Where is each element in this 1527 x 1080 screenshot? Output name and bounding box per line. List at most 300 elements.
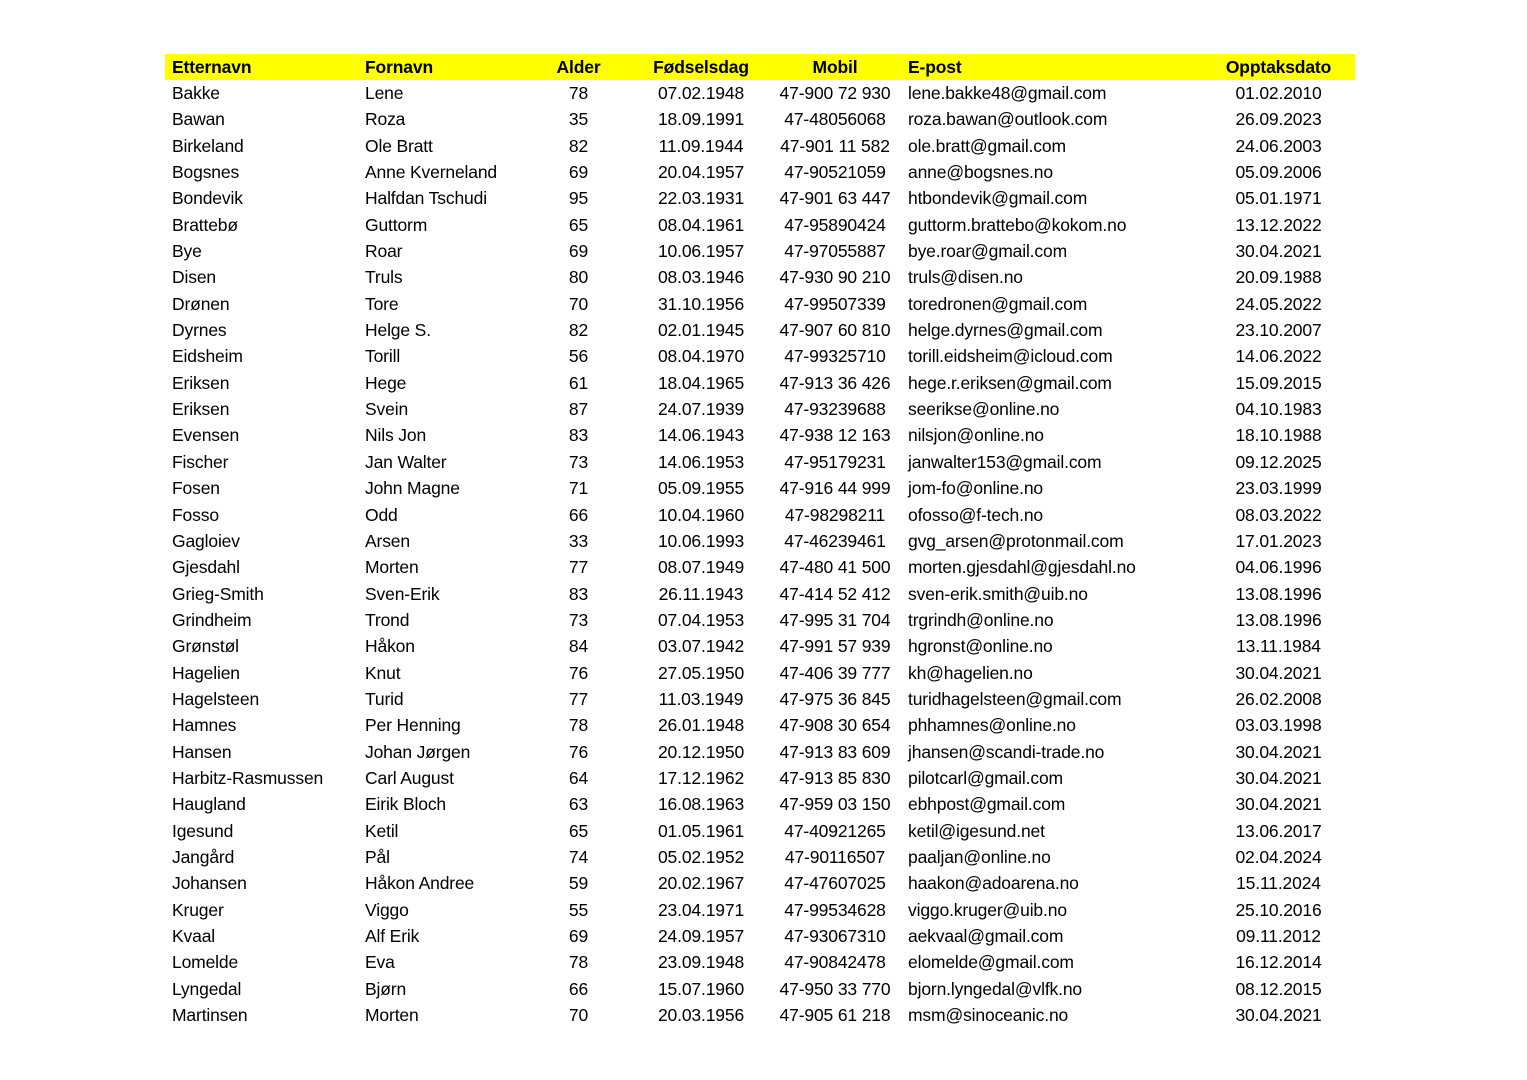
table-row — [165, 581, 1355, 607]
cell-alder: 77 — [568, 688, 589, 709]
cell-opptaksdato: 30.04.2021 — [1235, 741, 1322, 762]
cell-opptaksdato: 20.09.1988 — [1235, 267, 1322, 288]
cell-fodselsdag: 24.09.1957 — [657, 926, 745, 946]
cell-fornavn: Håkon — [365, 636, 415, 657]
cell-fornavn: Morten — [365, 557, 419, 578]
cell-mobil: 47-975 36 845 — [779, 688, 891, 709]
cell-mobil: 47-98298211 — [784, 504, 886, 525]
table-row — [165, 291, 1355, 317]
cell-epost: ole.bratt@gmail.com — [908, 135, 1066, 156]
cell-fornavn: Per Henning — [365, 715, 461, 736]
cell-alder: 84 — [568, 636, 589, 657]
cell-etternavn: Gagloiev — [172, 530, 240, 551]
cell-fornavn: Knut — [365, 662, 401, 683]
cell-fornavn: Hege — [365, 372, 407, 393]
cell-alder: 76 — [568, 741, 589, 762]
cell-epost: helge.dyrnes@gmail.com — [908, 320, 1103, 341]
table-row — [165, 449, 1355, 475]
cell-epost: anne@bogsnes.no — [908, 162, 1053, 183]
table-row — [165, 686, 1355, 712]
cell-opptaksdato: 08.03.2022 — [1235, 504, 1322, 525]
cell-opptaksdato: 08.12.2015 — [1235, 978, 1322, 999]
cell-fodselsdag: 27.05.1950 — [657, 662, 745, 683]
table-row — [165, 660, 1355, 686]
cell-mobil: 47-90521059 — [784, 162, 886, 183]
cell-etternavn: Eidsheim — [172, 346, 243, 367]
cell-opptaksdato: 04.06.1996 — [1235, 557, 1322, 578]
cell-fodselsdag: 08.04.1970 — [657, 346, 745, 367]
cell-fornavn: Trond — [365, 609, 410, 630]
cell-fornavn: Johan Jørgen — [365, 741, 471, 762]
cell-mobil: 47-907 60 810 — [779, 320, 891, 341]
cell-mobil: 47-913 85 830 — [779, 767, 891, 788]
cell-fornavn: Nils Jon — [365, 425, 427, 446]
table-row — [165, 844, 1355, 870]
table-row — [165, 923, 1355, 949]
cell-fodselsdag: 22.03.1931 — [657, 188, 745, 209]
cell-fodselsdag: 05.09.1955 — [657, 478, 745, 499]
cell-epost: nilsjon@online.no — [908, 425, 1044, 446]
cell-alder: 95 — [568, 188, 589, 209]
cell-epost: lene.bakke48@gmail.com — [908, 83, 1107, 103]
cell-fornavn: Anne Kverneland — [365, 162, 498, 183]
cell-opptaksdato: 01.02.2010 — [1235, 83, 1322, 103]
column-header-alder: Alder — [520, 54, 637, 80]
cell-epost: msm@sinoceanic.no — [908, 1005, 1069, 1026]
cell-mobil: 47-480 41 500 — [779, 557, 891, 578]
table-row — [165, 106, 1355, 132]
cell-etternavn: Fosso — [172, 504, 219, 525]
table-row — [165, 633, 1355, 659]
cell-alder: 69 — [568, 926, 589, 946]
cell-epost: hege.r.eriksen@gmail.com — [908, 372, 1112, 393]
cell-etternavn: Kruger — [172, 899, 224, 920]
cell-epost: truls@disen.no — [908, 267, 1023, 288]
cell-fornavn: Roza — [365, 109, 406, 130]
table-row — [165, 264, 1355, 290]
cell-fornavn: Jan Walter — [365, 451, 447, 472]
cell-epost: kh@hagelien.no — [908, 662, 1033, 683]
cell-epost: ketil@igesund.net — [908, 820, 1045, 841]
column-header-etternavn: Etternavn — [165, 54, 358, 80]
cell-opptaksdato: 15.09.2015 — [1235, 372, 1322, 393]
cell-opptaksdato: 17.01.2023 — [1235, 530, 1322, 551]
cell-epost: bjorn.lyngedal@vlfk.no — [908, 978, 1083, 999]
cell-mobil: 47-938 12 163 — [779, 425, 891, 446]
cell-epost: torill.eidsheim@icloud.com — [908, 346, 1113, 367]
cell-etternavn: Lyngedal — [172, 978, 242, 999]
table-row — [165, 870, 1355, 896]
table-row — [165, 475, 1355, 501]
cell-fodselsdag: 31.10.1956 — [657, 293, 745, 314]
cell-alder: 69 — [568, 241, 589, 262]
cell-mobil: 47-901 63 447 — [779, 188, 891, 209]
table-row — [165, 185, 1355, 211]
cell-etternavn: Grindheim — [172, 609, 252, 630]
cell-fornavn: Guttorm — [365, 214, 428, 235]
cell-mobil: 47-46239461 — [784, 530, 886, 551]
member-table — [165, 54, 1355, 1028]
table-row — [165, 607, 1355, 633]
cell-mobil: 47-95890424 — [784, 214, 886, 235]
cell-epost: turidhagelsteen@gmail.com — [908, 688, 1122, 709]
cell-fodselsdag: 17.12.1962 — [657, 767, 745, 788]
table-row — [165, 133, 1355, 159]
cell-fornavn: Morten — [365, 1005, 419, 1026]
cell-opptaksdato: 30.04.2021 — [1235, 767, 1322, 788]
cell-etternavn: Jangård — [172, 846, 235, 867]
cell-etternavn: Evensen — [172, 425, 240, 446]
cell-fodselsdag: 20.02.1967 — [657, 873, 745, 894]
cell-fornavn: Roar — [365, 241, 403, 262]
cell-alder: 69 — [568, 162, 589, 183]
cell-etternavn: Igesund — [172, 820, 234, 841]
cell-etternavn: Martinsen — [172, 1005, 248, 1026]
cell-alder: 78 — [568, 715, 589, 736]
cell-fodselsdag: 18.04.1965 — [657, 372, 745, 393]
cell-fornavn: Lene — [365, 83, 404, 103]
cell-opptaksdato: 13.08.1996 — [1235, 583, 1322, 604]
cell-mobil: 47-406 39 777 — [779, 662, 891, 683]
cell-fodselsdag: 07.02.1948 — [657, 83, 745, 103]
cell-etternavn: Johansen — [172, 873, 247, 894]
cell-epost: viggo.kruger@uib.no — [908, 899, 1067, 920]
cell-fornavn: Torill — [365, 346, 401, 367]
cell-opptaksdato: 05.09.2006 — [1235, 162, 1322, 183]
table-row — [165, 528, 1355, 554]
cell-alder: 59 — [568, 873, 589, 894]
cell-etternavn: Haugland — [172, 794, 246, 815]
cell-fodselsdag: 02.01.1945 — [657, 320, 745, 341]
cell-alder: 87 — [568, 399, 589, 420]
cell-mobil: 47-40921265 — [784, 820, 886, 841]
cell-opptaksdato: 30.04.2021 — [1235, 662, 1322, 683]
cell-fodselsdag: 01.05.1961 — [657, 820, 745, 841]
cell-epost: haakon@adoarena.no — [908, 873, 1079, 894]
cell-fornavn: Tore — [365, 293, 399, 314]
cell-etternavn: Hagelien — [172, 662, 240, 683]
cell-fodselsdag: 08.04.1961 — [657, 214, 745, 235]
cell-fornavn: Carl August — [365, 767, 454, 788]
table-row — [165, 976, 1355, 1002]
cell-etternavn: Harbitz-Rasmussen — [172, 767, 324, 788]
cell-mobil: 47-99534628 — [784, 899, 886, 920]
cell-fornavn: Eva — [365, 952, 395, 973]
cell-epost: jhansen@scandi-trade.no — [908, 741, 1105, 762]
cell-etternavn: Bogsnes — [172, 162, 240, 183]
cell-opptaksdato: 09.12.2025 — [1235, 451, 1322, 472]
cell-alder: 70 — [568, 293, 589, 314]
cell-alder: 64 — [568, 767, 589, 788]
cell-mobil: 47-901 11 582 — [780, 135, 890, 156]
cell-fodselsdag: 14.06.1953 — [657, 451, 745, 472]
cell-fodselsdag: 10.04.1960 — [657, 504, 745, 525]
table-row — [165, 739, 1355, 765]
cell-mobil: 47-900 72 930 — [779, 83, 891, 103]
cell-fornavn: Viggo — [365, 899, 409, 920]
cell-alder: 55 — [568, 899, 589, 920]
cell-mobil: 47-913 36 426 — [779, 372, 891, 393]
cell-etternavn: Kvaal — [172, 926, 216, 946]
cell-fornavn: Eirik Bloch — [365, 794, 447, 815]
cell-etternavn: Hagelsteen — [172, 688, 260, 709]
cell-etternavn: Eriksen — [172, 399, 230, 420]
cell-etternavn: Grønstøl — [172, 636, 239, 657]
cell-fornavn: Helge S. — [365, 320, 431, 341]
cell-fodselsdag: 07.04.1953 — [657, 609, 745, 630]
cell-epost: hgronst@online.no — [908, 636, 1053, 657]
cell-alder: 80 — [568, 267, 589, 288]
cell-etternavn: Eriksen — [172, 372, 230, 393]
cell-epost: ebhpost@gmail.com — [908, 794, 1066, 815]
cell-fodselsdag: 08.07.1949 — [657, 557, 745, 578]
cell-fornavn: Halfdan Tschudi — [365, 188, 487, 209]
cell-mobil: 47-90116507 — [784, 846, 886, 867]
cell-mobil: 47-93239688 — [784, 399, 886, 420]
table-row — [165, 765, 1355, 791]
cell-opptaksdato: 24.05.2022 — [1235, 293, 1322, 314]
cell-opptaksdato: 23.10.2007 — [1235, 320, 1322, 341]
cell-alder: 71 — [568, 478, 589, 499]
cell-alder: 78 — [568, 83, 589, 103]
cell-fornavn: John Magne — [365, 478, 460, 499]
cell-alder: 83 — [568, 425, 589, 446]
cell-alder: 74 — [568, 846, 589, 867]
cell-epost: htbondevik@gmail.com — [908, 188, 1088, 209]
cell-opptaksdato: 16.12.2014 — [1235, 952, 1322, 973]
cell-opptaksdato: 30.04.2021 — [1235, 794, 1322, 815]
cell-opptaksdato: 13.12.2022 — [1235, 214, 1322, 235]
table-row — [165, 80, 1355, 106]
cell-etternavn: Lomelde — [172, 952, 239, 973]
cell-fodselsdag: 26.01.1948 — [657, 715, 745, 736]
cell-epost: gvg_arsen@protonmail.com — [908, 530, 1124, 551]
cell-fodselsdag: 23.09.1948 — [657, 952, 745, 973]
cell-etternavn: Disen — [172, 267, 216, 288]
cell-alder: 82 — [568, 135, 589, 156]
table-row — [165, 502, 1355, 528]
cell-fodselsdag: 15.07.1960 — [657, 978, 745, 999]
cell-epost: toredronen@gmail.com — [908, 293, 1088, 314]
cell-fodselsdag: 10.06.1993 — [657, 530, 745, 551]
cell-epost: pilotcarl@gmail.com — [908, 767, 1063, 788]
cell-alder: 63 — [568, 794, 589, 815]
cell-epost: sven-erik.smith@uib.no — [908, 583, 1088, 604]
cell-epost: guttorm.brattebo@kokom.no — [908, 214, 1127, 235]
cell-fornavn: Turid — [365, 688, 404, 709]
column-header-fornavn: Fornavn — [358, 54, 520, 80]
cell-mobil: 47-908 30 654 — [779, 715, 891, 736]
column-header-fodselsdag: Fødselsdag — [637, 54, 765, 80]
cell-fodselsdag: 11.03.1949 — [658, 688, 744, 709]
cell-opptaksdato: 25.10.2016 — [1235, 899, 1322, 920]
cell-mobil: 47-95179231 — [784, 451, 886, 472]
table-row — [165, 897, 1355, 923]
cell-opptaksdato: 13.08.1996 — [1235, 609, 1322, 630]
cell-mobil: 47-99325710 — [784, 346, 886, 367]
table-row — [165, 212, 1355, 238]
cell-fodselsdag: 05.02.1952 — [657, 846, 745, 867]
cell-etternavn: Fosen — [172, 478, 220, 499]
cell-fornavn: Truls — [365, 267, 403, 288]
cell-alder: 65 — [568, 214, 589, 235]
cell-mobil: 47-93067310 — [784, 926, 886, 946]
cell-opptaksdato: 13.06.2017 — [1235, 820, 1322, 841]
cell-opptaksdato: 15.11.2024 — [1236, 873, 1321, 894]
cell-alder: 61 — [568, 372, 589, 393]
cell-epost: morten.gjesdahl@gjesdahl.no — [908, 557, 1136, 578]
column-header-mobil: Mobil — [765, 54, 905, 80]
table-body — [165, 80, 1355, 1028]
table-row — [165, 396, 1355, 422]
cell-alder: 33 — [568, 530, 589, 551]
cell-alder: 73 — [568, 451, 589, 472]
cell-etternavn: Bawan — [172, 109, 225, 130]
cell-opptaksdato: 18.10.1988 — [1235, 425, 1322, 446]
table-row — [165, 422, 1355, 448]
cell-mobil: 47-414 52 412 — [779, 583, 891, 604]
cell-mobil: 47-97055887 — [784, 241, 886, 262]
cell-mobil: 47-47607025 — [784, 873, 886, 894]
cell-alder: 65 — [568, 820, 589, 841]
cell-etternavn: Bondevik — [172, 188, 243, 209]
cell-opptaksdato: 09.11.2012 — [1236, 926, 1321, 946]
table-row — [165, 818, 1355, 844]
member-sheet — [165, 54, 1355, 1028]
cell-epost: roza.bawan@outlook.com — [908, 109, 1108, 130]
cell-etternavn: Grieg-Smith — [172, 583, 264, 604]
cell-mobil: 47-48056068 — [784, 109, 886, 130]
table-row — [165, 159, 1355, 185]
cell-opptaksdato: 24.06.2003 — [1235, 135, 1322, 156]
cell-etternavn: Brattebø — [172, 214, 238, 235]
cell-opptaksdato: 14.06.2022 — [1235, 346, 1322, 367]
table-row — [165, 238, 1355, 264]
column-header-opptaksdato: Opptaksdato — [1202, 54, 1355, 80]
cell-opptaksdato: 04.10.1983 — [1235, 399, 1322, 420]
cell-fodselsdag: 14.06.1943 — [657, 425, 745, 446]
cell-alder: 76 — [568, 662, 589, 683]
cell-mobil: 47-916 44 999 — [779, 478, 891, 499]
cell-fornavn: Odd — [365, 504, 398, 525]
cell-fornavn: Ole Bratt — [365, 135, 433, 156]
cell-fodselsdag: 03.07.1942 — [657, 636, 745, 657]
cell-alder: 56 — [568, 346, 589, 367]
cell-alder: 78 — [568, 952, 589, 973]
table-row — [165, 317, 1355, 343]
cell-alder: 35 — [568, 109, 589, 130]
cell-mobil: 47-959 03 150 — [779, 794, 891, 815]
cell-fodselsdag: 24.07.1939 — [657, 399, 745, 420]
cell-etternavn: Gjesdahl — [172, 557, 240, 578]
cell-etternavn: Bye — [172, 241, 202, 262]
cell-epost: seerikse@online.no — [908, 399, 1060, 420]
table-row — [165, 712, 1355, 738]
cell-opptaksdato: 30.04.2021 — [1235, 1005, 1322, 1026]
cell-fodselsdag: 11.09.1944 — [658, 135, 744, 156]
cell-fodselsdag: 20.12.1950 — [657, 741, 745, 762]
cell-fodselsdag: 10.06.1957 — [657, 241, 745, 262]
cell-fodselsdag: 20.04.1957 — [657, 162, 745, 183]
cell-etternavn: Birkeland — [172, 135, 244, 156]
cell-opptaksdato: 05.01.1971 — [1235, 188, 1322, 209]
cell-epost: trgrindh@online.no — [908, 609, 1054, 630]
cell-mobil: 47-913 83 609 — [779, 741, 891, 762]
cell-fornavn: Ketil — [365, 820, 399, 841]
cell-alder: 77 — [568, 557, 589, 578]
cell-fodselsdag: 18.09.1991 — [657, 109, 745, 130]
table-row — [165, 343, 1355, 369]
table-row — [165, 370, 1355, 396]
cell-mobil: 47-995 31 704 — [779, 609, 891, 630]
cell-epost: bye.roar@gmail.com — [908, 241, 1068, 262]
cell-etternavn: Hamnes — [172, 715, 237, 736]
cell-epost: aekvaal@gmail.com — [908, 926, 1064, 946]
cell-opptaksdato: 26.02.2008 — [1235, 688, 1322, 709]
cell-epost: phhamnes@online.no — [908, 715, 1076, 736]
cell-fornavn: Svein — [365, 399, 409, 420]
cell-opptaksdato: 26.09.2023 — [1235, 109, 1322, 130]
cell-alder: 66 — [568, 504, 589, 525]
column-header-epost: E-post — [905, 54, 1202, 80]
cell-fodselsdag: 08.03.1946 — [657, 267, 745, 288]
table-row — [165, 791, 1355, 817]
table-header — [165, 54, 1355, 80]
cell-mobil: 47-99507339 — [784, 293, 886, 314]
cell-mobil: 47-90842478 — [784, 952, 886, 973]
cell-epost: janwalter153@gmail.com — [908, 451, 1102, 472]
cell-alder: 82 — [568, 320, 589, 341]
cell-alder: 83 — [568, 583, 589, 604]
cell-fornavn: Sven-Erik — [365, 583, 440, 604]
cell-opptaksdato: 03.03.1998 — [1235, 715, 1322, 736]
cell-opptaksdato: 13.11.1984 — [1236, 636, 1321, 657]
cell-epost: paaljan@online.no — [908, 846, 1051, 867]
cell-fodselsdag: 20.03.1956 — [657, 1005, 745, 1026]
cell-mobil: 47-991 57 939 — [779, 636, 891, 657]
cell-fornavn: Bjørn — [365, 978, 407, 999]
table-row — [165, 949, 1355, 975]
cell-etternavn: Bakke — [172, 83, 220, 103]
cell-etternavn: Fischer — [172, 451, 229, 472]
cell-epost: jom-fo@online.no — [908, 478, 1044, 499]
cell-opptaksdato: 30.04.2021 — [1235, 241, 1322, 262]
cell-alder: 70 — [568, 1005, 589, 1026]
table-header-row — [165, 54, 1355, 80]
cell-fornavn: Alf Erik — [365, 926, 420, 946]
cell-opptaksdato: 23.03.1999 — [1235, 478, 1322, 499]
cell-mobil: 47-950 33 770 — [779, 978, 891, 999]
cell-opptaksdato: 02.04.2024 — [1235, 846, 1322, 867]
table-row — [165, 554, 1355, 580]
cell-fornavn: Arsen — [365, 530, 410, 551]
cell-epost: ofosso@f-tech.no — [908, 504, 1044, 525]
cell-fodselsdag: 26.11.1943 — [658, 583, 744, 604]
cell-etternavn: Dyrnes — [172, 320, 227, 341]
cell-mobil: 47-930 90 210 — [779, 267, 891, 288]
cell-alder: 66 — [568, 978, 589, 999]
table-row — [165, 1002, 1355, 1028]
cell-mobil: 47-905 61 218 — [779, 1005, 891, 1026]
cell-fornavn: Håkon Andree — [365, 873, 475, 894]
cell-fodselsdag: 16.08.1963 — [657, 794, 745, 815]
cell-etternavn: Drønen — [172, 293, 230, 314]
cell-fodselsdag: 23.04.1971 — [657, 899, 745, 920]
cell-epost: elomelde@gmail.com — [908, 952, 1074, 973]
cell-etternavn: Hansen — [172, 741, 232, 762]
cell-fornavn: Pål — [365, 846, 390, 867]
cell-alder: 73 — [568, 609, 589, 630]
